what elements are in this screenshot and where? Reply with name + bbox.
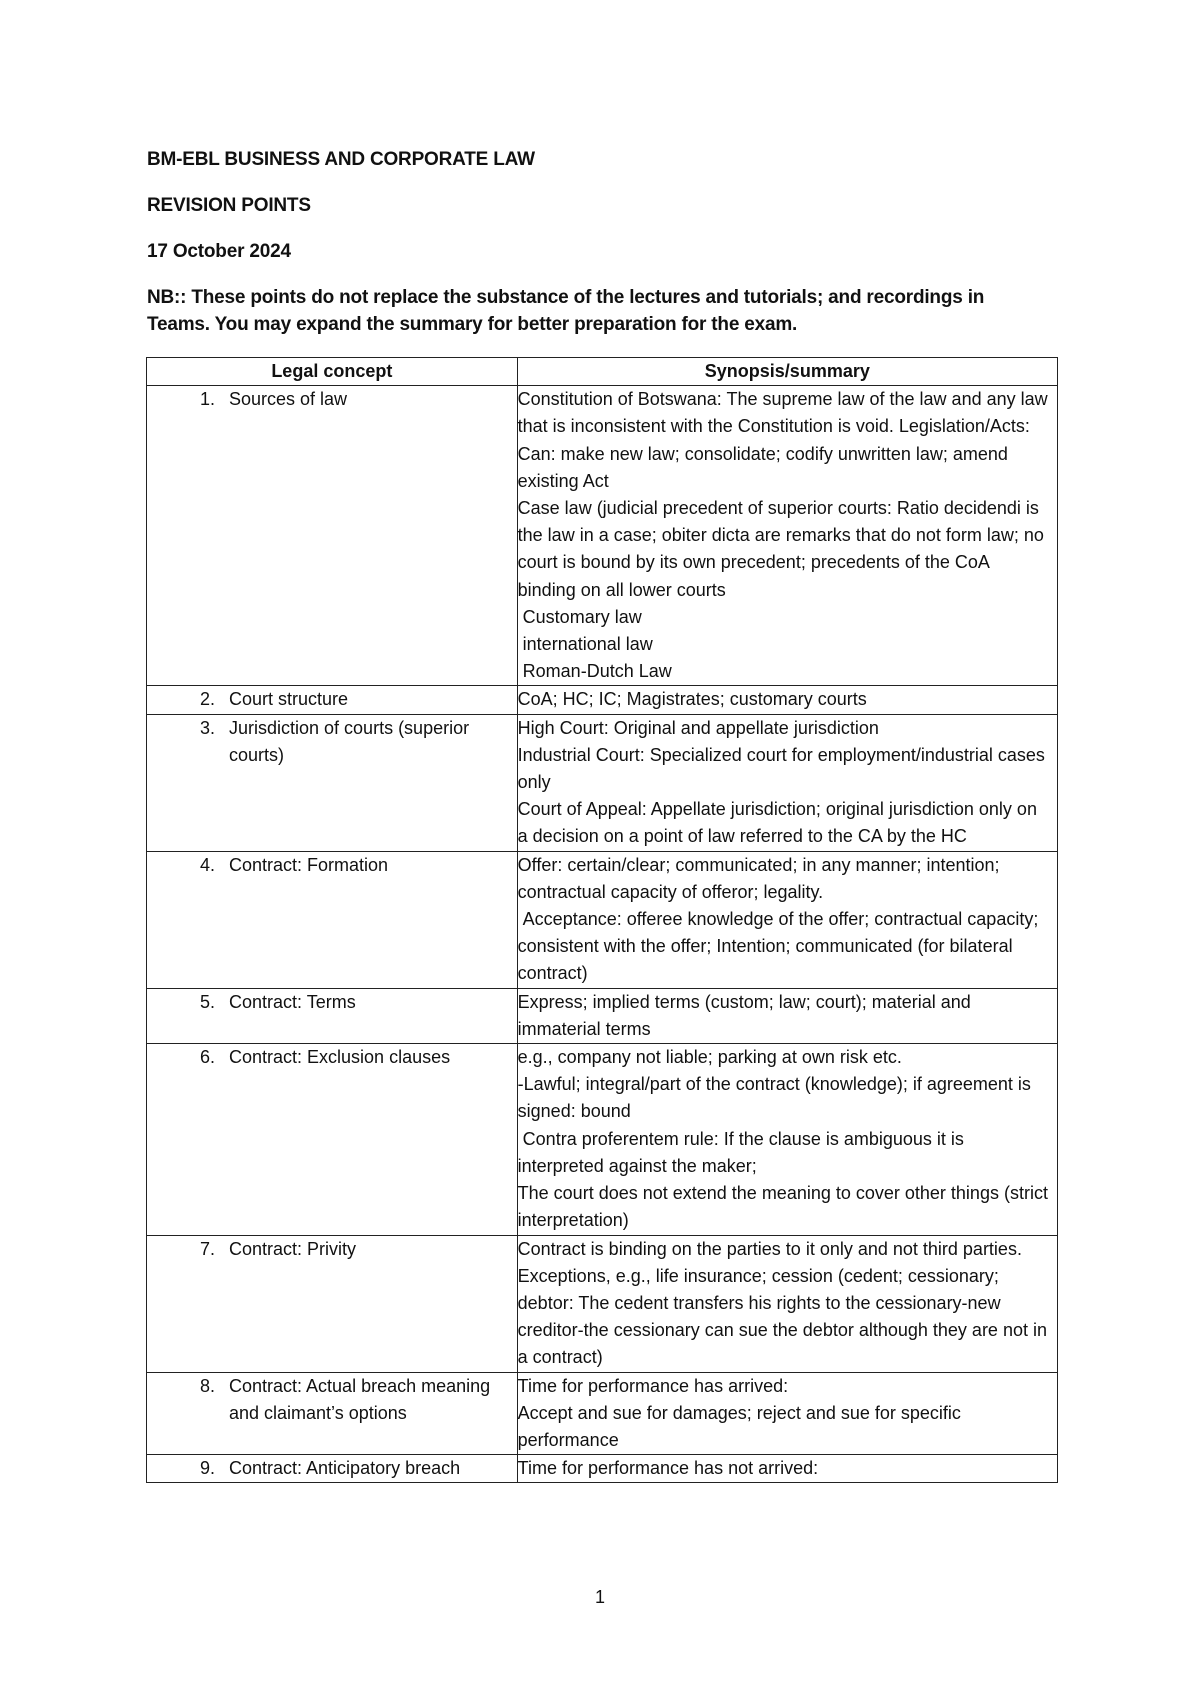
table-row xyxy=(147,1455,1058,1483)
document-note: NB:: These points do not replace the substance of the lectures and tutorials; and recordings in Teams. You may expand the summary for better preparation for the exam. xyxy=(147,287,985,335)
legal-concept-cell xyxy=(147,1235,518,1372)
synopsis-line: High Court: Original and appellate jurisdiction xyxy=(517,717,879,738)
synopsis-line: Express; implied terms (custom; law; court); material and immaterial terms xyxy=(517,991,976,1039)
synopsis-line: Industrial Court: Specialized court for employment/industrial cases only xyxy=(517,744,1050,793)
synopsis-line: Accept and sue for damages; reject and sue for specific performance xyxy=(517,1402,966,1450)
revision-table xyxy=(146,357,1058,1483)
row-number: 5. xyxy=(199,991,215,1012)
column-header-legal-concept: Legal concept xyxy=(147,358,518,386)
row-number: 1. xyxy=(199,389,215,410)
legal-concept-text: Sources of law xyxy=(229,389,348,410)
legal-concept-text: Jurisdiction of courts (superior courts) xyxy=(229,717,470,765)
synopsis-line: Constitution of Botswana: The supreme law of the law and any law that is inconsistent with the Constitution is void. Legislation/Acts: Can: make new law; consolidate; codify unwritten law; amend existing Act xyxy=(517,389,1053,491)
legal-concept xyxy=(147,1236,509,1263)
table-header-row xyxy=(147,358,1058,386)
legal-concept-cell xyxy=(147,386,518,686)
legal-concept xyxy=(147,386,509,413)
synopsis-line: Customary law xyxy=(517,606,642,627)
synopsis-cell xyxy=(517,386,1057,686)
synopsis-line: Acceptance: offeree knowledge of the offer; contractual capacity; consistent with the offer; Intention; communicated (for bilateral contract) xyxy=(517,909,1044,984)
legal-concept xyxy=(147,686,509,713)
synopsis-line: CoA; HC; IC; Magistrates; customary courts xyxy=(517,689,867,710)
legal-concept xyxy=(147,852,509,879)
legal-concept xyxy=(147,1373,509,1427)
synopsis-line: Court of Appeal: Appellate jurisdiction; original jurisdiction only on a decision on a point of law referred to the CA by the HC xyxy=(517,799,1042,847)
legal-concept-cell xyxy=(147,1044,518,1235)
synopsis-line: Time for performance has arrived: xyxy=(517,1375,789,1396)
legal-concept-text: Contract: Anticipatory breach xyxy=(229,1458,461,1479)
synopsis-line: -Lawful; integral/part of the contract (knowledge); if agreement is signed: bound xyxy=(517,1074,1036,1122)
table-row xyxy=(147,1372,1058,1455)
synopsis-cell xyxy=(517,988,1057,1043)
row-number: 6. xyxy=(199,1047,215,1068)
synopsis-line: The court does not extend the meaning to cover other things (strict interpretation) xyxy=(517,1183,1053,1231)
legal-concept-cell xyxy=(147,1455,518,1483)
legal-concept-text: Contract: Formation xyxy=(229,854,389,875)
table-row xyxy=(147,851,1058,988)
legal-concept xyxy=(147,1044,509,1071)
page-number: 1 xyxy=(594,1587,605,1607)
table-row xyxy=(147,714,1058,851)
legal-concept xyxy=(147,715,509,769)
synopsis-line: Time for performance has not arrived: xyxy=(517,1458,819,1479)
table-row xyxy=(147,386,1058,686)
table-row xyxy=(147,686,1058,714)
table-row xyxy=(147,988,1058,1043)
legal-concept-cell xyxy=(147,988,518,1043)
legal-concept xyxy=(147,1455,509,1482)
synopsis-line: international law xyxy=(517,634,653,655)
synopsis-cell xyxy=(517,1372,1057,1455)
table-body xyxy=(147,386,1058,1483)
row-number: 3. xyxy=(199,717,215,738)
table-row xyxy=(147,1235,1058,1372)
legal-concept-cell xyxy=(147,1372,518,1455)
column-header-synopsis: Synopsis/summary xyxy=(517,358,1057,386)
row-number: 7. xyxy=(199,1238,215,1259)
synopsis-cell xyxy=(517,1455,1057,1483)
synopsis-line: Contra proferentem rule: If the clause is ambiguous it is interpreted against the maker; xyxy=(517,1128,969,1176)
synopsis-cell xyxy=(517,1044,1057,1235)
legal-concept-text: Contract: Privity xyxy=(229,1238,357,1259)
legal-concept-text: Contract: Terms xyxy=(229,991,356,1012)
table-row xyxy=(147,1044,1058,1235)
legal-concept xyxy=(147,989,509,1016)
synopsis-line: Contract is binding on the parties to it only and not third parties. Exceptions, e.g., life insurance; cession (cedent; cessionary; debtor: The cedent transfers his rights to the cessionary-new creditor-the cessionary can sue the debtor although they are not in a contract) xyxy=(517,1238,1052,1368)
synopsis-line: e.g., company not liable; parking at own risk etc. xyxy=(517,1047,902,1068)
legal-concept-text: Contract: Actual breach meaning and claimant’s options xyxy=(229,1375,491,1423)
row-number: 4. xyxy=(199,854,215,875)
row-number: 9. xyxy=(199,1458,215,1479)
synopsis-cell xyxy=(517,851,1057,988)
legal-concept-cell xyxy=(147,686,518,714)
document-date: 17 October 2024 xyxy=(147,241,291,262)
legal-concept-cell xyxy=(147,851,518,988)
synopsis-line: Roman-Dutch Law xyxy=(517,661,672,682)
legal-concept-text: Contract: Exclusion clauses xyxy=(229,1047,451,1068)
document-title: BM-EBL BUSINESS AND CORPORATE LAW xyxy=(147,149,535,170)
synopsis-line: Case law (judicial precedent of superior courts: Ratio decidendi is the law in a case; obiter dicta are remarks that do not form law; no court is bound by its own precedent; precedents of the CoA binding on all lower courts xyxy=(517,498,1049,600)
document-subtitle: REVISION POINTS xyxy=(147,195,311,216)
legal-concept-cell xyxy=(147,714,518,851)
synopsis-cell xyxy=(517,686,1057,714)
row-number: 8. xyxy=(199,1375,215,1396)
synopsis-cell xyxy=(517,1235,1057,1372)
synopsis-line: Offer: certain/clear; communicated; in any manner; intention; contractual capacity of offeror; legality. xyxy=(517,854,1005,902)
row-number: 2. xyxy=(199,689,215,710)
synopsis-cell xyxy=(517,714,1057,851)
legal-concept-text: Court structure xyxy=(229,689,349,710)
